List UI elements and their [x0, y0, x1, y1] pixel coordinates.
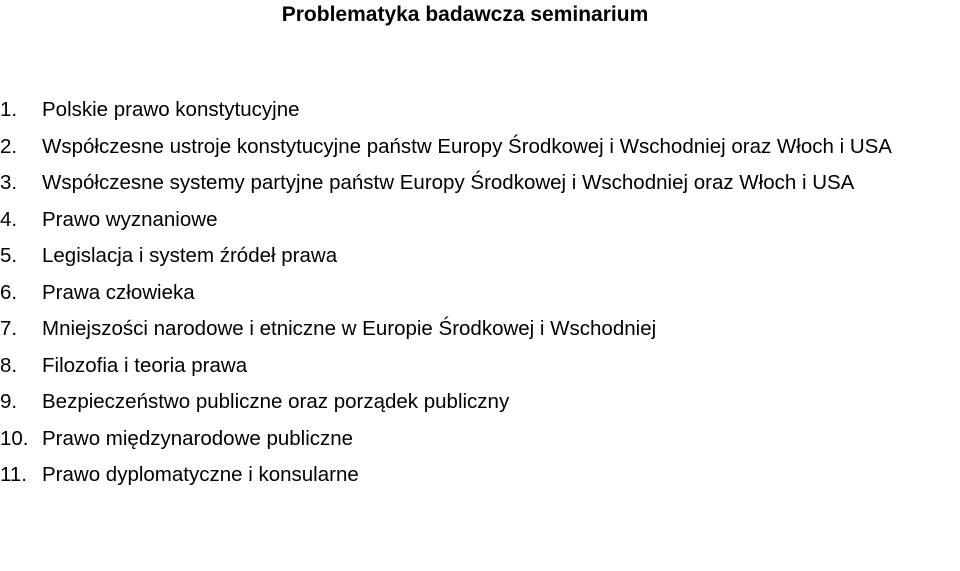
- item-text: Polskie prawo konstytucyjne: [42, 98, 300, 121]
- item-text: Legislacja i system źródeł prawa: [42, 244, 338, 267]
- item-number: 9.: [0, 390, 18, 413]
- item-number: 2.: [0, 134, 18, 158]
- item-number: 1.: [0, 98, 18, 121]
- list-item: [0, 348, 960, 385]
- item-number: 5.: [0, 244, 18, 267]
- item-text: Prawo wyznaniowe: [42, 207, 218, 231]
- list-item: [0, 457, 960, 494]
- item-number: 11.: [0, 463, 27, 486]
- item-text: Współczesne systemy partyjne państw Europy Środkowej i Wschodniej oraz Włoch i USA: [42, 171, 855, 194]
- item-text: Bezpieczeństwo publiczne oraz porządek publiczny: [42, 390, 510, 413]
- item-text: Prawo dyplomatyczne i konsularne: [42, 463, 359, 486]
- item-number: 3.: [0, 171, 18, 194]
- item-text: Prawo międzynarodowe publiczne: [42, 426, 354, 450]
- list-item: [0, 421, 960, 458]
- list-item: [0, 384, 960, 421]
- list-item: [0, 129, 960, 166]
- list-item: [0, 165, 960, 202]
- item-text: Mniejszości narodowe i etniczne w Europie Środkowej i Wschodniej: [42, 317, 657, 340]
- item-number: 8.: [0, 353, 18, 377]
- item-text: Prawa człowieka: [42, 280, 195, 304]
- item-number: 4.: [0, 207, 18, 231]
- list-item: [0, 311, 960, 348]
- list-item: [0, 238, 960, 275]
- list-item: [0, 275, 960, 312]
- item-text: Filozofia i teoria prawa: [42, 353, 248, 377]
- list-item: [0, 202, 960, 239]
- page-title: Problematyka badawcza seminarium: [281, 3, 649, 26]
- list-item: [0, 92, 960, 129]
- item-text: Współczesne ustroje konstytucyjne państw Europy Środkowej i Wschodniej oraz Włoch i USA: [42, 134, 892, 158]
- item-number: 10.: [0, 426, 29, 450]
- topic-list: [0, 92, 960, 494]
- item-number: 6.: [0, 280, 18, 304]
- item-number: 7.: [0, 317, 18, 340]
